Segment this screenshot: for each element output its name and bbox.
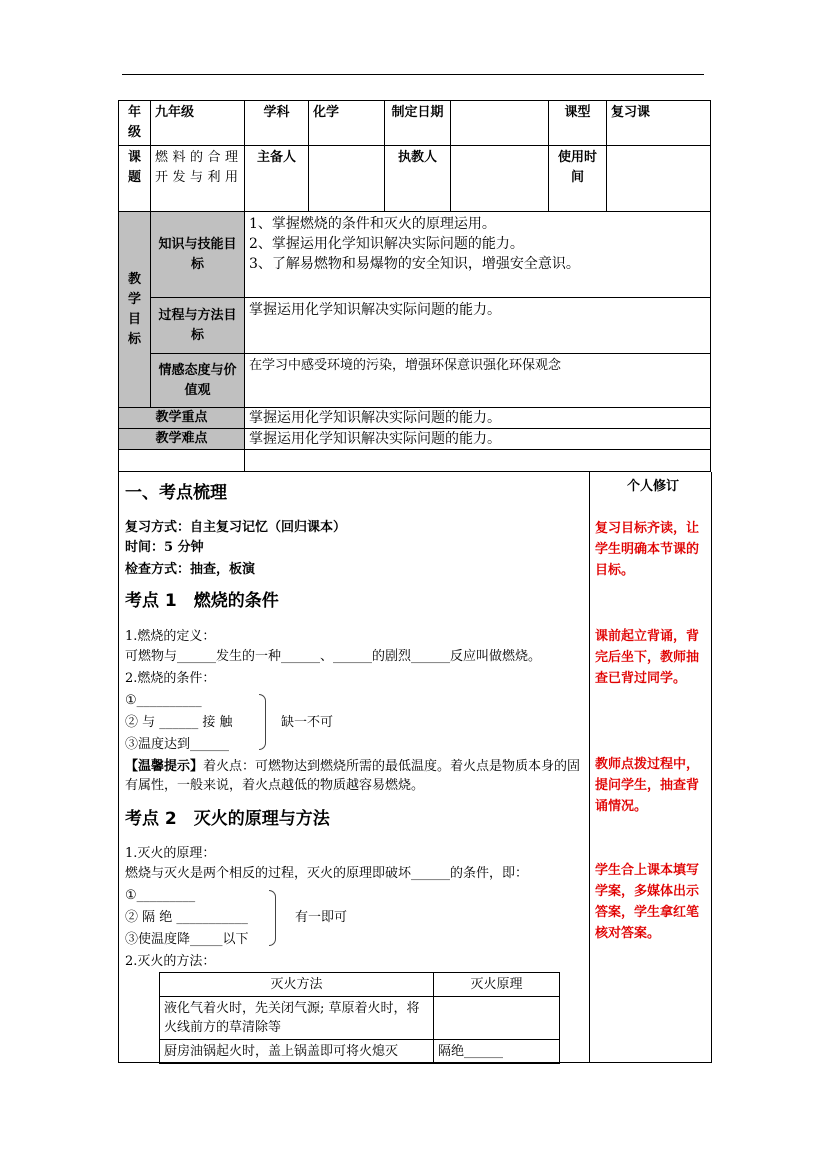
lead-value bbox=[309, 146, 385, 212]
kp2-principle-label: 1.灭火的原理： bbox=[125, 846, 216, 861]
empty-cell bbox=[119, 450, 245, 472]
kp1-def-label: 1.燃烧的定义： bbox=[125, 629, 216, 644]
kp2-title: 考点 2 灭火的原理与方法 bbox=[125, 809, 330, 829]
kp2-brace-text: 有一即可 bbox=[295, 910, 348, 925]
table-cell: 隔绝______ bbox=[434, 1040, 560, 1064]
kp2-methods-label: 2.灭火的方法： bbox=[125, 954, 216, 969]
kp2-item: ② 隔 绝 ___________ bbox=[125, 910, 248, 925]
date-value bbox=[451, 101, 549, 146]
kp1-title: 考点 1 燃烧的条件 bbox=[125, 591, 279, 611]
extinguish-table bbox=[159, 972, 560, 1064]
topic-value: 燃料的合理开发与利用 bbox=[151, 146, 245, 212]
column-divider bbox=[589, 472, 590, 1062]
kp1-cond-item: ② 与 ______ 接 触 bbox=[125, 715, 233, 730]
knowledge-label: 知识与技能目标 bbox=[151, 212, 245, 298]
emotion-label: 情感态度与价值观 bbox=[151, 354, 245, 408]
lead-label: 主备人 bbox=[245, 146, 309, 212]
revision-note: 教师点拨过程中，提问学生，抽查背诵情况。 bbox=[595, 757, 700, 814]
revision-note: 复习目标齐读，让学生明确本节课的目标。 bbox=[595, 521, 700, 578]
knowledge-item: 3、了解易燃物和易爆物的安全知识，增强安全意识。 bbox=[249, 256, 580, 272]
teacher-value bbox=[451, 146, 549, 212]
revision-note: 学生合上课本填写学案，多媒体出示答案，学生拿红笔核对答案。 bbox=[595, 863, 700, 941]
difficulty-text: 掌握运用化学知识解决实际问题的能力。 bbox=[245, 429, 711, 450]
knowledge-item: 2、掌握运用化学知识解决实际问题的能力。 bbox=[249, 236, 524, 252]
teacher-label: 执教人 bbox=[385, 146, 451, 212]
objectives-label: 教学目标 bbox=[119, 212, 151, 408]
time-value bbox=[607, 146, 711, 212]
difficulty-label: 教学难点 bbox=[119, 429, 245, 450]
table-row bbox=[160, 1040, 560, 1064]
lesson-plan-table bbox=[118, 100, 711, 472]
topic-label: 课题 bbox=[119, 146, 151, 212]
type-value: 复习课 bbox=[607, 101, 711, 146]
kp1-tip-text: 【温馨提示】着火点：可燃物达到燃烧所需的最低温度。着火点是物质本身的固有属性，一般来说，着火点越低的物质越容易燃烧。 bbox=[125, 759, 581, 793]
table-cell: 厨房油锅起火时，盖上锅盖即可将火熄灭 bbox=[160, 1040, 434, 1064]
time-label: 使用时间 bbox=[549, 146, 607, 212]
brace-shape bbox=[269, 890, 276, 946]
kp2-item: ①_________ bbox=[125, 888, 196, 903]
grade-label: 年级 bbox=[119, 101, 151, 146]
table-row bbox=[160, 997, 560, 1040]
section-title: 一、考点梳理 bbox=[125, 483, 227, 503]
brace-shape bbox=[259, 694, 266, 750]
check-method: 检查方式：抽查，板演 bbox=[125, 562, 256, 577]
date-label: 制定日期 bbox=[385, 101, 451, 146]
kp1-cond-label: 2.燃烧的条件： bbox=[125, 671, 216, 686]
key-point-label: 教学重点 bbox=[119, 408, 245, 429]
review-method: 复习方式：自主复习记忆（回归课本） bbox=[125, 520, 347, 535]
process-label: 过程与方法目标 bbox=[151, 298, 245, 354]
table-cell bbox=[434, 997, 560, 1040]
subject-label: 学科 bbox=[245, 101, 309, 146]
key-point-text: 掌握运用化学知识解决实际问题的能力。 bbox=[245, 408, 711, 429]
emotion-text: 在学习中感受环境的污染，增强环保意识强化环保观念 bbox=[245, 354, 711, 408]
kp1-cond-item: ③温度达到______ bbox=[125, 737, 230, 752]
lesson-body bbox=[118, 472, 712, 1063]
kp1-brace-text: 缺一不可 bbox=[281, 715, 334, 730]
kp2-principle-text: 燃烧与灭火是两个相反的过程，灭火的原理即破坏______的条件，即： bbox=[125, 866, 529, 881]
process-text: 掌握运用化学知识解决实际问题的能力。 bbox=[245, 298, 711, 354]
knowledge-cell bbox=[245, 212, 711, 298]
type-label: 课型 bbox=[549, 101, 607, 146]
kp1-tip bbox=[125, 757, 581, 795]
kp2-item: ③使温度降_____以下 bbox=[125, 932, 249, 947]
subject-value: 化学 bbox=[309, 101, 385, 146]
kp1-def-text: 可燃物与______发生的一种______、______的剧烈______反应叫做燃烧。 bbox=[125, 649, 542, 664]
grade-value: 九年级 bbox=[151, 101, 245, 146]
empty-cell bbox=[245, 450, 711, 472]
kp1-cond-item: ①__________ bbox=[125, 693, 202, 708]
revision-note: 课前起立背诵，背完后坐下，教师抽查已背过同学。 bbox=[595, 629, 700, 686]
table-header: 灭火方法 bbox=[160, 973, 434, 997]
revision-title: 个人修订 bbox=[626, 479, 679, 494]
knowledge-item: 1、掌握燃烧的条件和灭火的原理运用。 bbox=[249, 216, 496, 232]
header-rule bbox=[122, 74, 704, 75]
review-time: 时间：5 分钟 bbox=[125, 540, 204, 555]
table-header: 灭火原理 bbox=[434, 973, 560, 997]
table-cell: 液化气着火时，先关闭气源; 草原着火时，将火线前方的草清除等 bbox=[160, 997, 434, 1040]
